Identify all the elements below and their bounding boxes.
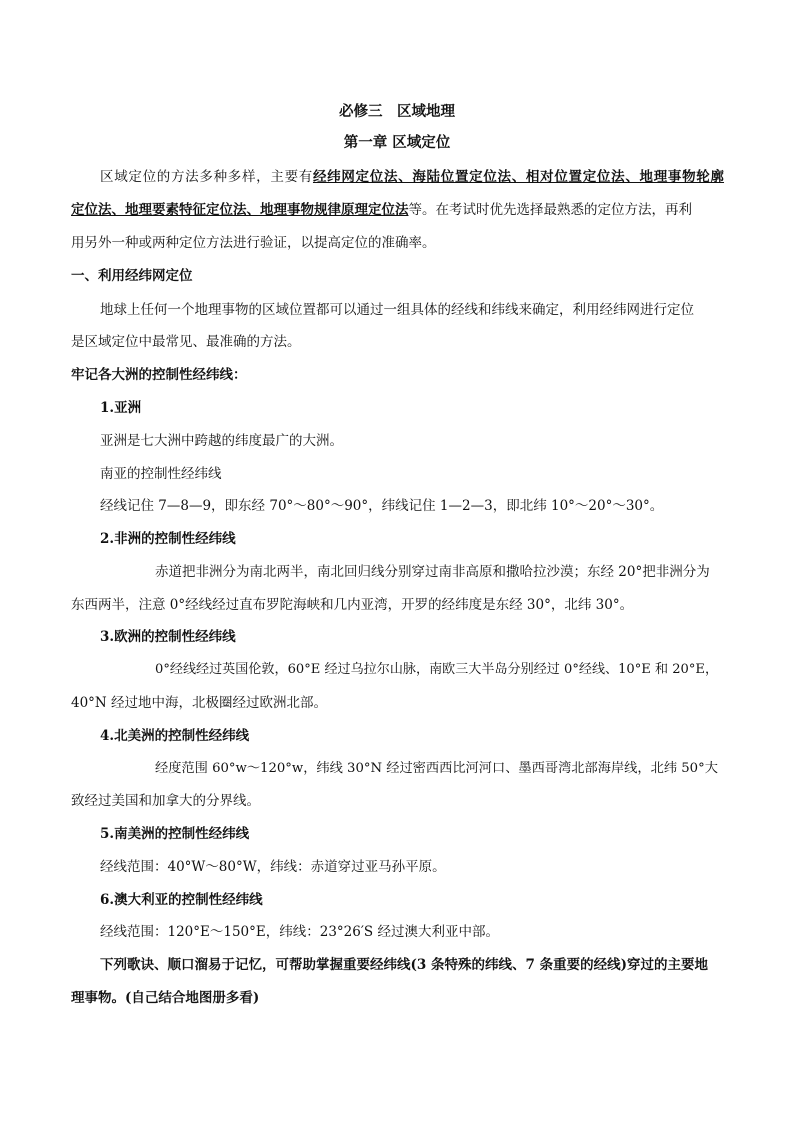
final-paragraph-line-1: 下列歌诀、顺口溜易于记忆，可帮助掌握重要经纬线(3 条特殊的纬线、7 条重要的经线)穿过的主要地 xyxy=(100,957,708,973)
remember-heading: 牢记各大洲的控制性经纬线： xyxy=(71,367,247,383)
africa-text-1: 赤道把非洲分为南北两半，南北回归线分别穿过南非高原和撒哈拉沙漠；东经 20°把非洲分为 xyxy=(155,564,710,580)
intro-methods-underlined-2: 定位法、地理要素特征定位法、地理事物规律原理定位法 xyxy=(71,202,409,218)
south-america-heading: 5.南美洲的控制性经纬线 xyxy=(100,826,250,842)
intro-line-2 xyxy=(71,200,692,220)
section1-paragraph-line-2: 是区域定位中最常见、最准确的方法。 xyxy=(71,334,301,350)
final-paragraph-line-2: 理事物。(自己结合地图册多看) xyxy=(71,990,260,1006)
section1-paragraph-line-1: 地球上任何一个地理事物的区域位置都可以通过一组具体的经线和纬线来确定，利用经纬网进行定位 xyxy=(100,302,694,318)
chapter-title: 第一章 区域定位 xyxy=(343,134,451,151)
section-heading-1: 一、利用经纬网定位 xyxy=(71,268,193,284)
document-title: 必修三 区域地理 xyxy=(339,103,455,120)
europe-text-1: 0°经线经过英国伦敦，60°E 经过乌拉尔山脉，南欧三大半岛分别经过 0°经线、10°E 和 20°E， xyxy=(155,662,719,677)
asia-text-3: 经线记住 7—8—9，即东经 70°～80°～90°，纬线记住 1—2—3，即北纬 10°～20°～30°。 xyxy=(100,498,664,514)
asia-heading: 1.亚洲 xyxy=(100,400,142,416)
europe-text-2: 40°N 经过地中海，北极圈经过欧洲北部。 xyxy=(71,695,328,711)
intro-text-2: 等。在考试时优先选择最熟悉的定位方法，再利 xyxy=(408,202,692,218)
north-america-text-2: 致经过美国和加拿大的分界线。 xyxy=(71,793,260,809)
intro-text: 区域定位的方法多种多样，主要有 xyxy=(100,169,313,185)
south-america-text-1: 经线范围：40°W～80°W，纬线：赤道穿过亚马孙平原。 xyxy=(100,859,446,875)
north-america-heading: 4.北美洲的控制性经纬线 xyxy=(100,728,250,744)
africa-heading: 2.非洲的控制性经纬线 xyxy=(100,531,236,547)
intro-line-3: 用另外一种或两种定位方法进行验证，以提高定位的准确率。 xyxy=(71,235,436,251)
australia-text-1: 经线范围：120°E～150°E，纬线：23°26′S 经过澳大利亚中部。 xyxy=(100,924,499,940)
europe-heading: 3.欧洲的控制性经纬线 xyxy=(100,629,236,645)
australia-heading: 6.澳大利亚的控制性经纬线 xyxy=(100,892,263,908)
intro-methods-underlined: 经纬网定位法、海陆位置定位法、相对位置定位法、地理事物轮廓 xyxy=(312,169,725,185)
north-america-text-1: 经度范围 60°w～120°w，纬线 30°N 经过密西西比河河口、墨西哥湾北部海岸线，北纬 50°大 xyxy=(155,761,718,776)
intro-line-1 xyxy=(100,167,724,187)
asia-text-2: 南亚的控制性经纬线 xyxy=(100,466,222,482)
asia-text-1: 亚洲是七大洲中跨越的纬度最广的大洲。 xyxy=(100,433,343,449)
africa-text-2: 东西两半，注意 0°经线经过直布罗陀海峡和几内亚湾，开罗的经纬度是东经 30°，北纬 30°。 xyxy=(71,597,634,613)
